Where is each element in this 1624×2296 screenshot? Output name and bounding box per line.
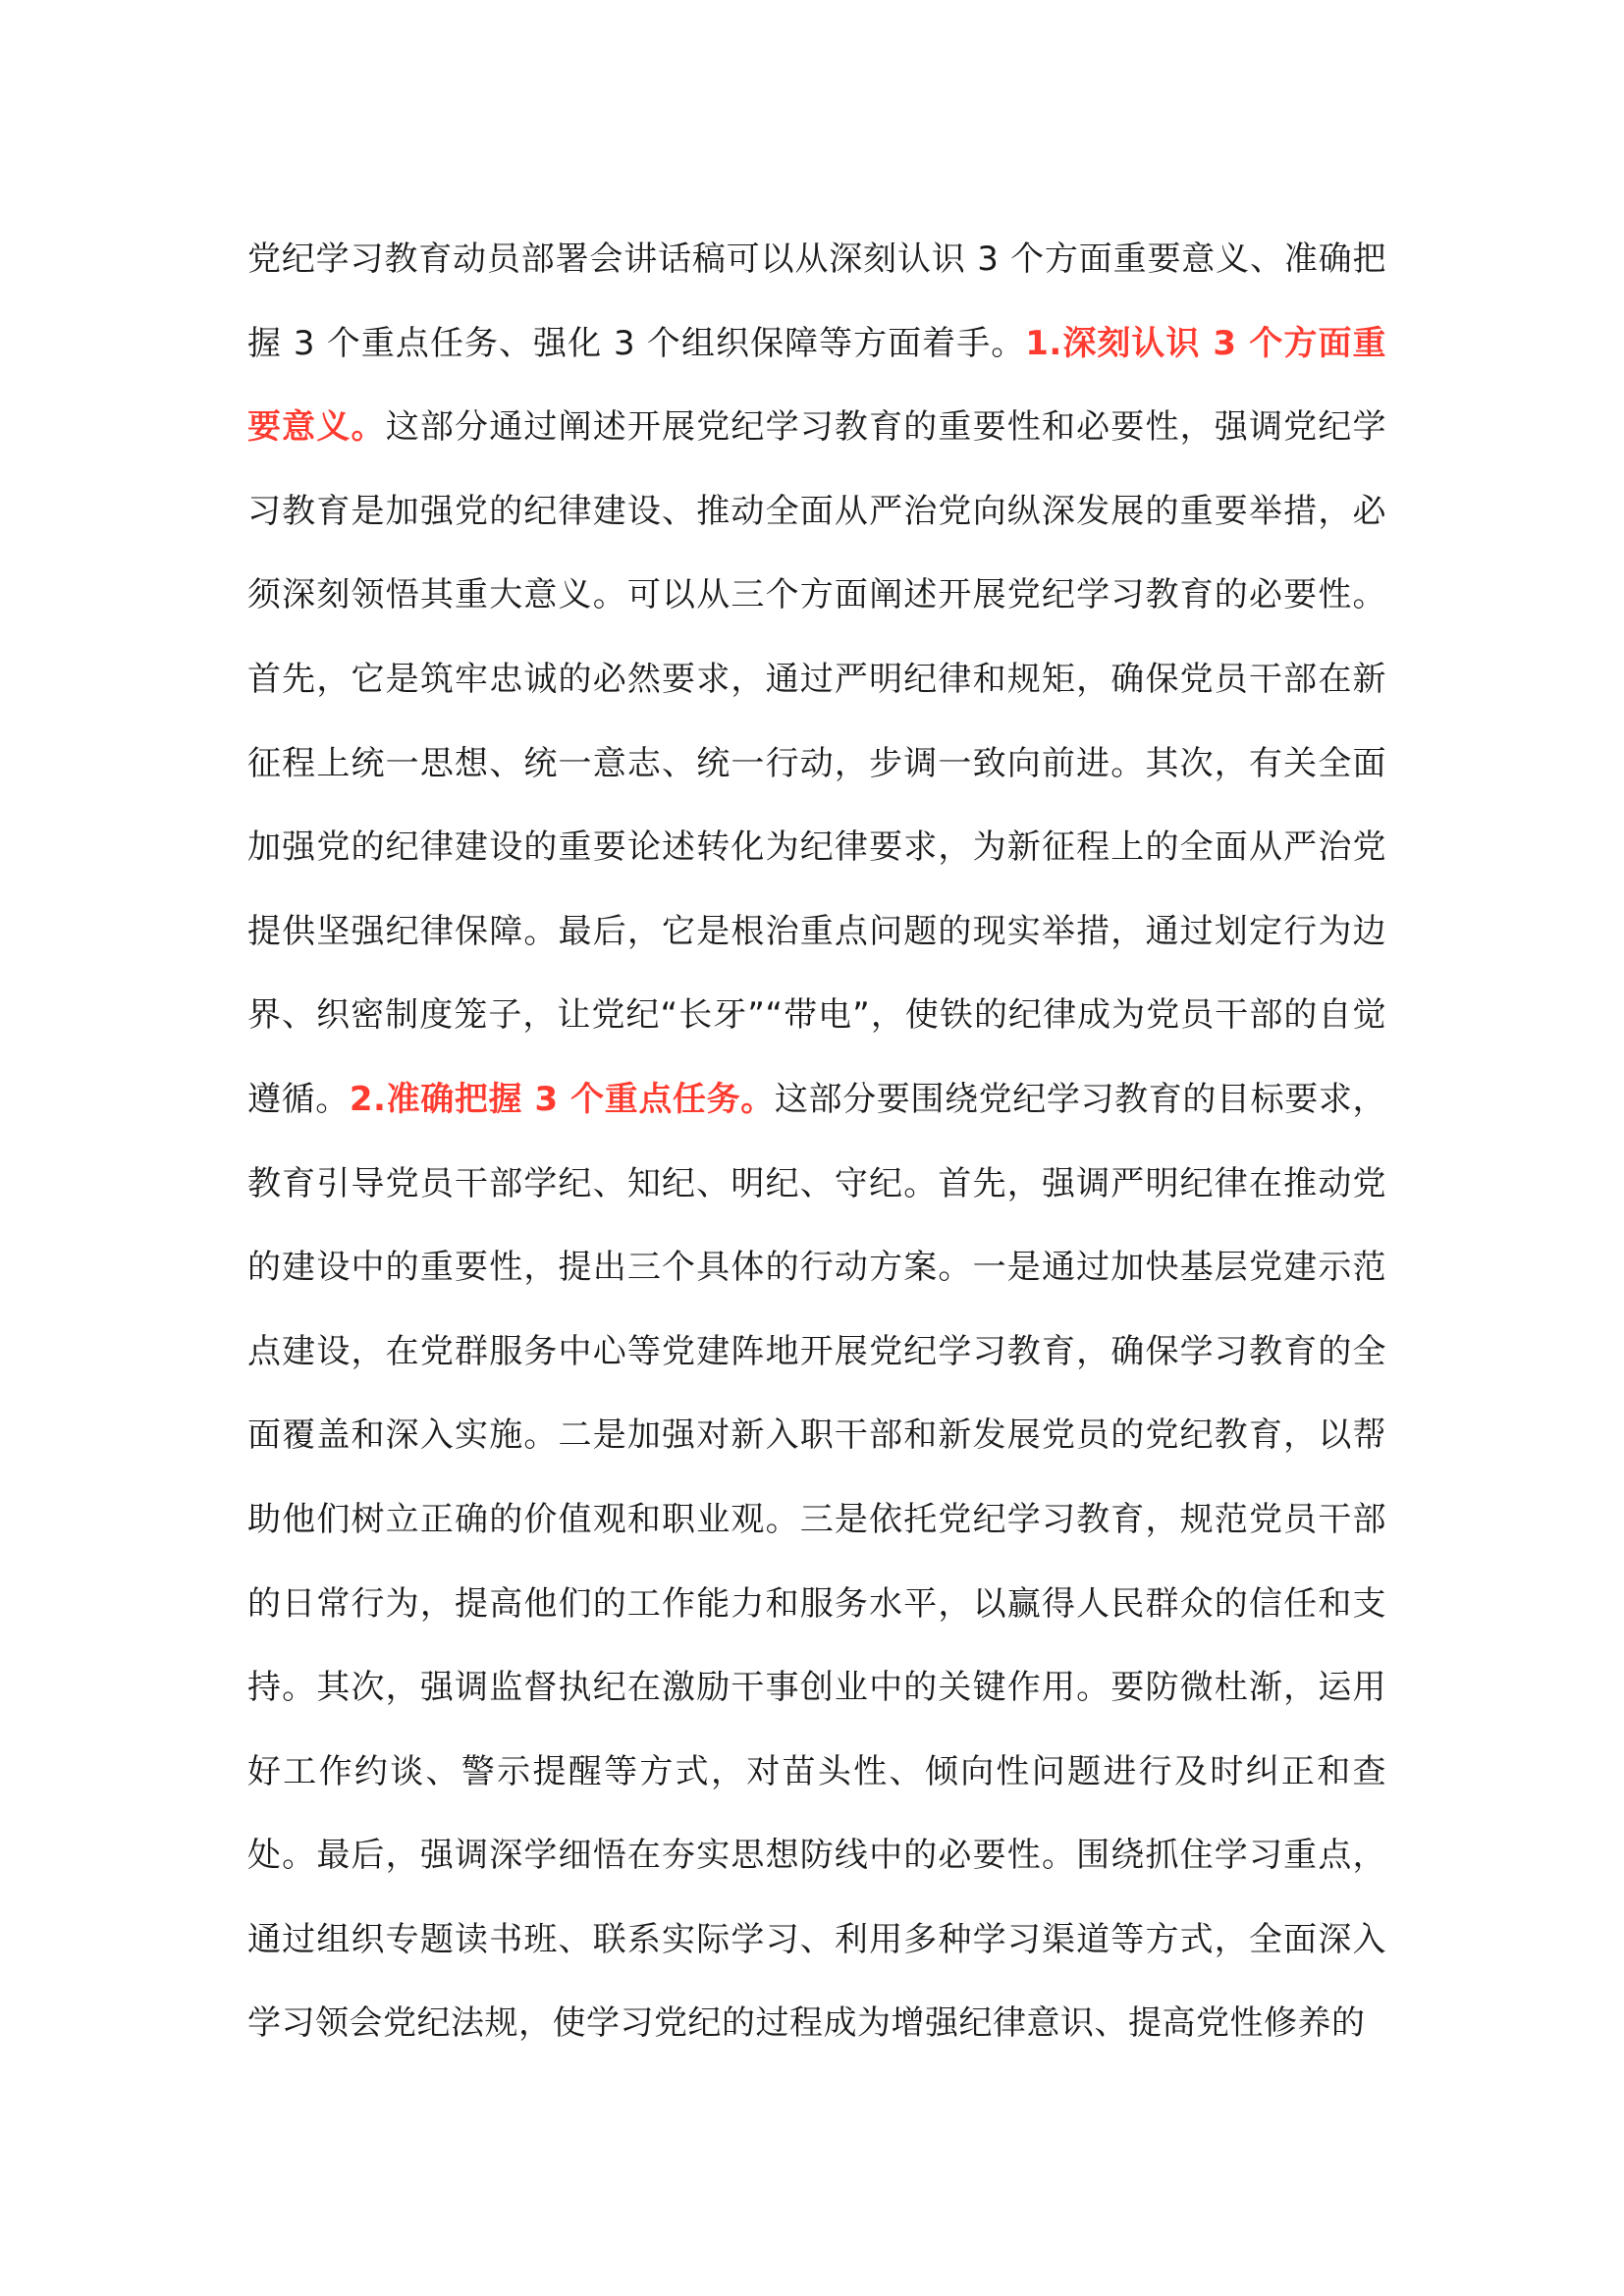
- body-paragraph: [247, 218, 1386, 2066]
- section-body-1: 这部分通过阐述开展党纪学习教育的重要性和必要性，强调党纪学习教育是加强党的纪律建设、推动全面从严治党向纵深发展的重要举措，必须深刻领悟其重大意义。可以从三个方面阐述开展党纪学习教育的必要性。首先，它是筑牢忠诚的必然要求，通过严明纪律和规矩，确保党员干部在新征程上统一思想、统一意志、统一行动，步调一致向前进。其次，有关全面加强党的纪律建设的重要论述转化为纪律要求，为新征程上的全面从严治党提供坚强纪律保障。最后，它是根治重点问题的现实举措，通过划定行为边界、织密制度笼子，让党纪“长牙”“带电”，使铁的纪律成为党员干部的自觉遵循。: [247, 407, 1386, 1119]
- intro-text: 党纪学习教育动员部署会讲话稿可以从深刻认识 3 个方面重要意义、准确把握 3 个重点任务、强化 3 个组织保障等方面着手。: [247, 240, 1386, 363]
- section-heading-2: 2.准确把握 3 个重点任务。: [349, 1079, 775, 1119]
- section-body-2: 这部分要围绕党纪学习教育的目标要求，教育引导党员干部学纪、知纪、明纪、守纪。首先，强调严明纪律在推动党的建设中的重要性，提出三个具体的行动方案。一是通过加快基层党建示范点建设，在党群服务中心等党建阵地开展党纪学习教育，确保学习教育的全面覆盖和深入实施。二是加强对新入职干部和新发展党员的党纪教育，以帮助他们树立正确的价值观和职业观。三是依托党纪学习教育，规范党员干部的日常行为，提高他们的工作能力和服务水平，以赢得人民群众的信任和支持。其次，强调监督执纪在激励干事创业中的关键作用。要防微杜渐，运用好工作约谈、警示提醒等方式，对苗头性、倾向性问题进行及时纠正和查处。最后，强调深学细悟在夯实思想防线中的必要性。围绕抓住学习重点，通过组织专题读书班、联系实际学习、利用多种学习渠道等方式，全面深入学习领会党纪法规，使学习党纪的过程成为增强纪律意识、提高党性修养的: [247, 1079, 1387, 2044]
- section-heading-1: 1.深刻认识 3 个方面重要意义。: [247, 323, 1386, 448]
